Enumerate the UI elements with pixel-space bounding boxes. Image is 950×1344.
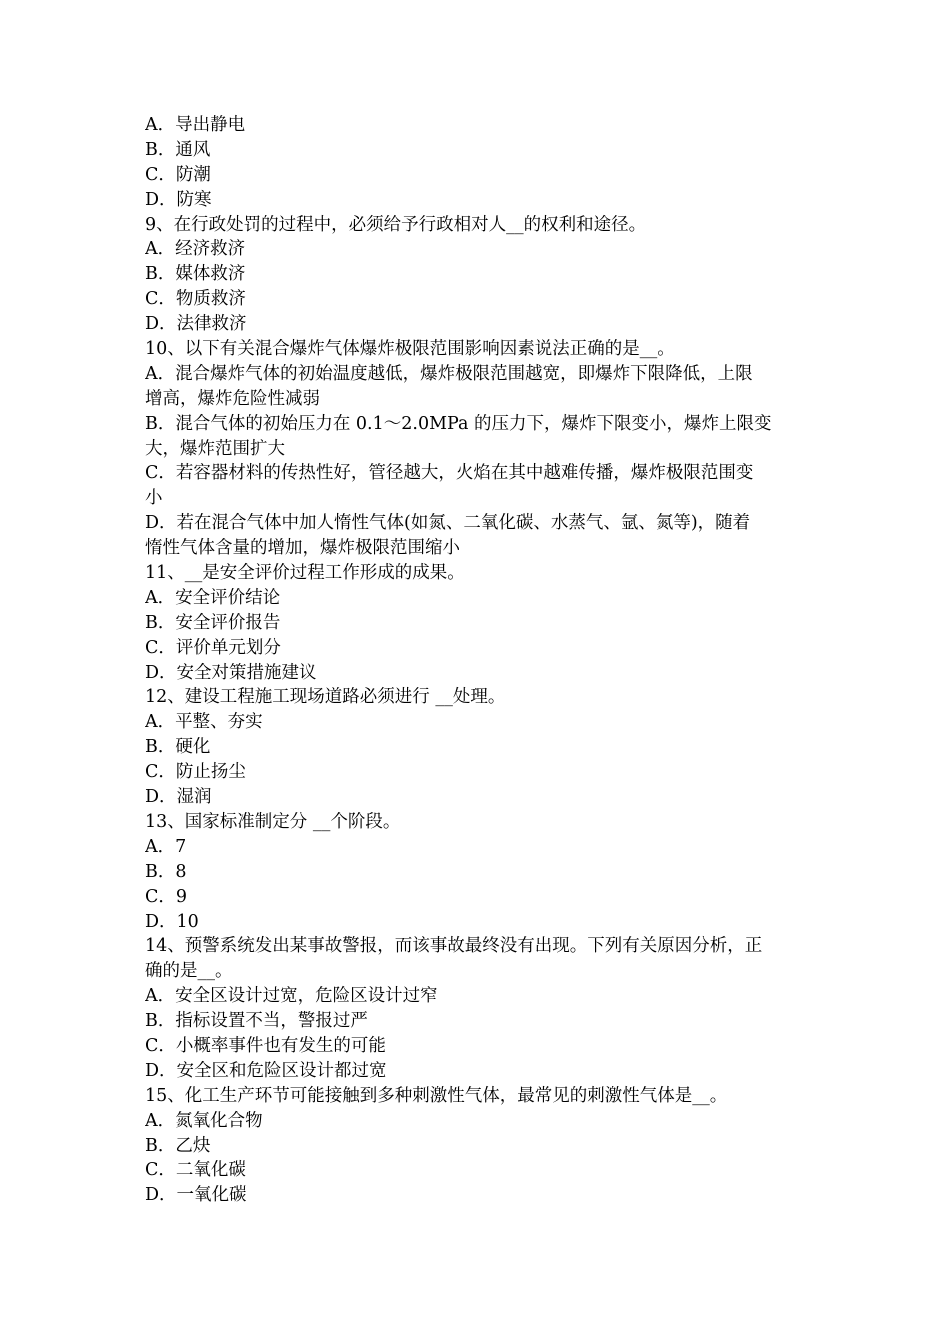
option-line: A．安全评价结论 [145,587,281,608]
question-10: 10、以下有关混合爆炸气体爆炸极限范围影响因素说法正确的是__。 [145,339,675,360]
option-line: B．乙炔 [145,1135,211,1156]
option-line: D．若在混合气体中加人惰性气体(如氮、二氧化碳、水蒸气、氩、氮等)，随着 [145,513,751,534]
option-line: B．通风 [145,139,211,160]
option-line: A．安全区设计过宽，危险区设计过窄 [145,986,438,1007]
question-15: 15、化工生产环节可能接触到多种刺激性气体，最常见的刺激性气体是__。 [145,1085,728,1106]
option-line: B．硬化 [145,737,211,758]
option-line-continued: 惰性气体含量的增加，爆炸极限范围缩小 [145,538,460,559]
option-line: A．混合爆炸气体的初始温度越低，爆炸极限范围越宽，即爆炸下限降低，上限 [145,363,753,384]
option-line: C．防潮 [145,164,211,185]
option-line: A．氮氧化合物 [145,1110,263,1131]
option-line: A．7 [145,836,187,857]
question-14-continued: 确的是__。 [145,961,233,982]
option-line: C．评价单元划分 [145,637,281,658]
option-line-continued: 大，爆炸范围扩大 [145,438,285,459]
question-13: 13、国家标准制定分 __个阶段。 [145,811,401,832]
question-14: 14、预警系统发出某事故警报，而该事故最终没有出现。下列有关原因分析，正 [145,936,763,957]
option-line: B．安全评价报告 [145,612,281,633]
option-line: D．安全区和危险区设计都过宽 [145,1060,387,1081]
question-9: 9、在行政处罚的过程中，必须给予行政相对人__的权利和途径。 [145,214,647,235]
option-line: D．安全对策措施建议 [145,662,317,683]
option-line: B．媒体救济 [145,264,246,285]
document-page [145,113,810,1208]
option-line: B．混合气体的初始压力在 0.1～2.0MPa 的压力下，爆炸下限变小，爆炸上限变 [145,413,772,434]
option-line: C．防止扬尘 [145,762,246,783]
option-line: B．8 [145,861,187,882]
option-line: C．二氧化碳 [145,1160,246,1181]
option-line: D．10 [145,911,199,932]
option-line: B．指标设置不当，警报过严 [145,1011,368,1032]
option-line: A．经济救济 [145,239,246,260]
question-11: 11、__是安全评价过程工作形成的成果。 [145,563,465,584]
option-line-continued: 小 [145,488,163,509]
option-line: D．防寒 [145,189,212,210]
option-line: A．导出静电 [145,115,246,135]
question-12: 12、建设工程施工现场道路必须进行 __处理。 [145,687,506,708]
option-line: D．法律救济 [145,314,247,335]
option-line: D．湿润 [145,787,212,808]
option-line: D．一氧化碳 [145,1185,247,1206]
option-line: C．9 [145,886,188,907]
option-line-continued: 增高，爆炸危险性减弱 [145,388,320,409]
option-line: C．小概率事件也有发生的可能 [145,1035,386,1056]
option-line: A．平整、夯实 [145,712,263,733]
option-line: C．若容器材料的传热性好，管径越大，火焰在其中越难传播，爆炸极限范围变 [145,463,754,484]
option-line: C．物质救济 [145,289,246,310]
